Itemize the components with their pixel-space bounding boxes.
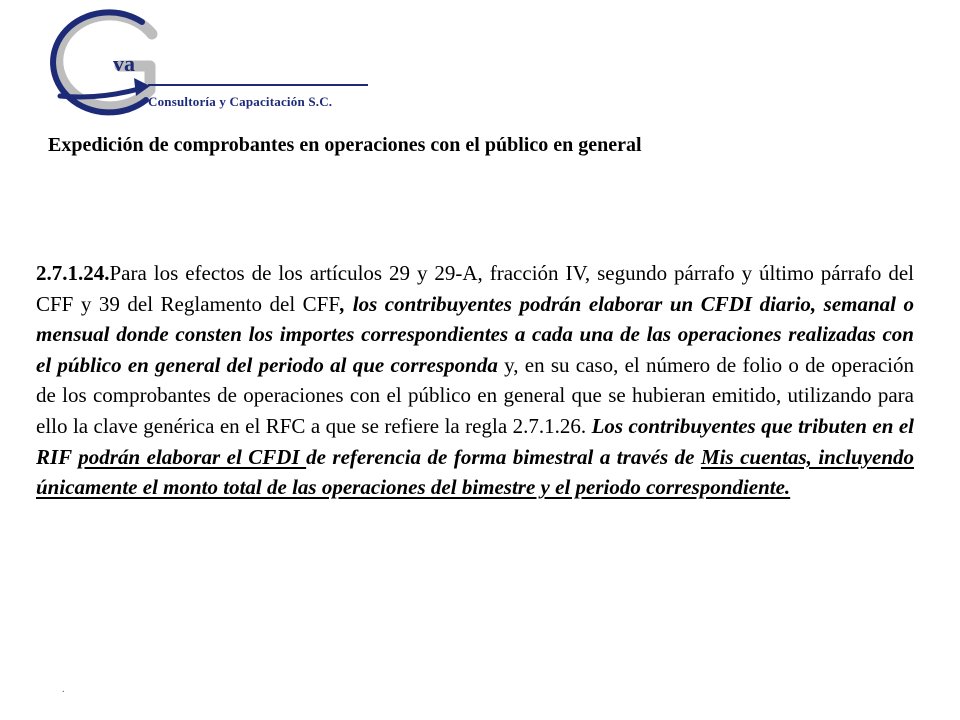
rule-text-part5: podrán elaborar el CFDI: [78, 444, 307, 469]
logo-caption: Consultoría y Capacitación S.C.: [148, 94, 333, 109]
company-logo: [30, 8, 370, 118]
rule-paragraph: [36, 258, 914, 503]
rule-text-part4: Los contribuyentes que tributen en el RIF: [36, 413, 914, 469]
rule-number: 2.7.1.24.: [36, 261, 110, 285]
rule-text-part7: Mis cuentas, incluyendo únicamente el monto total de las operaciones del bimestre y el periodo correspondiente.: [36, 444, 915, 500]
rule-text-part1: Para los efectos de los artículos 29 y 29-A, fracción IV, segundo párrafo y último párrafo del CFF y 39 del Reglamento del CFF: [36, 261, 914, 316]
rule-text-part3: y, en su caso, el número de folio o de operación de los comprobantes de operaciones con el público en general que se hubieran emitido, utilizando para ello la clave genérica en el RFC a que se refiere la regla 2.7.1.26.: [36, 352, 915, 438]
rule-text-part6: de referencia de forma bimestral a través de: [306, 444, 701, 469]
page-title: Expedición de comprobantes en operaciones con el público en general: [48, 134, 642, 156]
footer-mark: .: [62, 684, 65, 695]
rule-text-part2: , los contribuyentes podrán elaborar un CFDI diario, semanal o mensual donde consten los importes correspondientes a cada una de las operaciones realizadas con el público en general del periodo al que corresponda: [36, 291, 915, 377]
logo-mark-text: va: [113, 51, 135, 76]
